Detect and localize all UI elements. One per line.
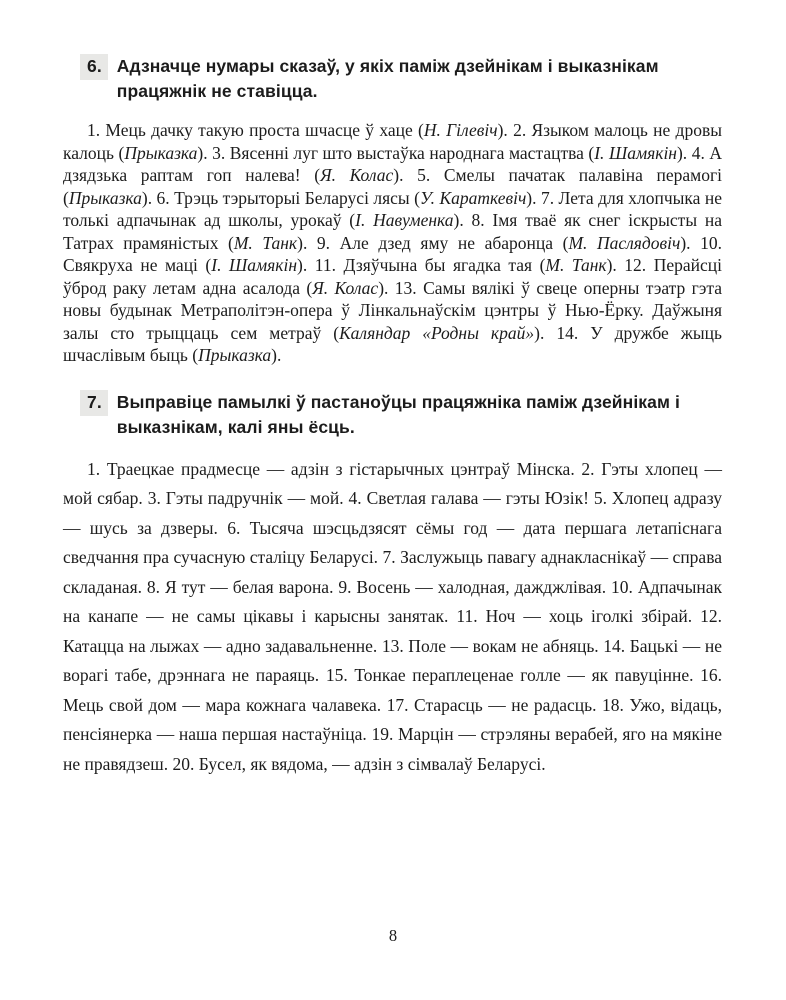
exercise-6-body-text: 1. Мець дачку такую проста шчасце ў хаце (Н. Гілевіч). 2. Языком малоць не дровы калоць (Прыказка). 3. Вясенні луг што выстаўка народнага мастацтва (І. Шамякін). 4. А дзядзька раптам гоп налева! (Я. Колас). 5. Смелы пачатак палавіна перамогі (Прыказка). 6. Трэць тэрыторыі Беларусі лясы (У. Караткевіч). 7. Лета для хлопчыка не толькі адпачынак ад школы, урокаў (І. Навуменка). 8. Імя тваё як снег іскрысты на Татрах прамяністых (М. Танк). 9. Але дзед яму не абаронца (М. Паслядовіч). 10. Свякруха не маці (І. Шамякін). 11. Дзяўчына бы ягадка тая (М. Танк). 12. Перайсці ўброд раку летам адна асалода (Я. Колас). 13. Самы вялікі ў свеце оперны тэатр гэта новы будынак Метраполітэн-опера ў Лінкальнаўскім цэнтры ў Нью-Ёрку. Даўжыня залы сто трыццаць сем метраў (Каляндар «Родны край»). 14. У дружбе жыць шчаслівым быць (Прыказка). xyxy=(63,120,723,365)
exercise-6-section xyxy=(63,54,722,367)
exercise-6-number-badge: 6. xyxy=(80,54,108,80)
exercise-7-task-text: Выправіце памылкі ў пастаноўцы працяжніка паміж дзейнікам і выказнікам, калі яны ёсць. xyxy=(116,391,680,437)
exercise-6-task-text: Адзначце нумары сказаў, у якіх паміж дзейнікам і выказнікам працяжнік не ставіцца. xyxy=(116,56,659,101)
exercise-7-section xyxy=(63,390,722,780)
exercise-7-number-badge: 7. xyxy=(80,390,108,416)
exercise-6-header xyxy=(80,54,722,104)
exercise-7-header xyxy=(80,390,722,440)
page-number: 8 xyxy=(388,926,398,945)
exercise-7-body-text: 1. Траецкае прадмесце — адзін з гістарычных цэнтраў Мінска. 2. Гэты хлопец — мой сябар. 3. Гэты падручнік — мой. 4. Светлая галава — гэты Юзік! 5. Хлопец адразу — шусь за дзверы. 6. Тысяча шэсцьдзясят сёмы год — дата першага летапіснага сведчання пра сучасную сталіцу Беларусі. 7. Заслужыць павагу аднакласнікаў — справа складаная. 8. Я тут — белая варона. 9. Восень — халодная, дажджлівая. 10. Адпачынак на канапе — не самы цікавы і карысны занятак. 11. Ноч — хоць іголкі збірай. 12. Катацца на лыжах — адно задавальненне. 13. Поле — вокам не абняць. 14. Бацькі — не ворагі табе, дрэннага не параяць. 15. Тонкае пераплеценае голле — як павуцінне. 16. Мець свой дом — мара кожнага чалавека. 17. Старасць — не радасць. 18. Ужо, відаць, пенсіянерка — наша першая настаўніца. 19. Марцін — стрэляны верабей, яго на мякіне не правядзеш. 20. Бусел, як вядома, — адзін з сімвалаў Беларусі. xyxy=(63,458,722,774)
